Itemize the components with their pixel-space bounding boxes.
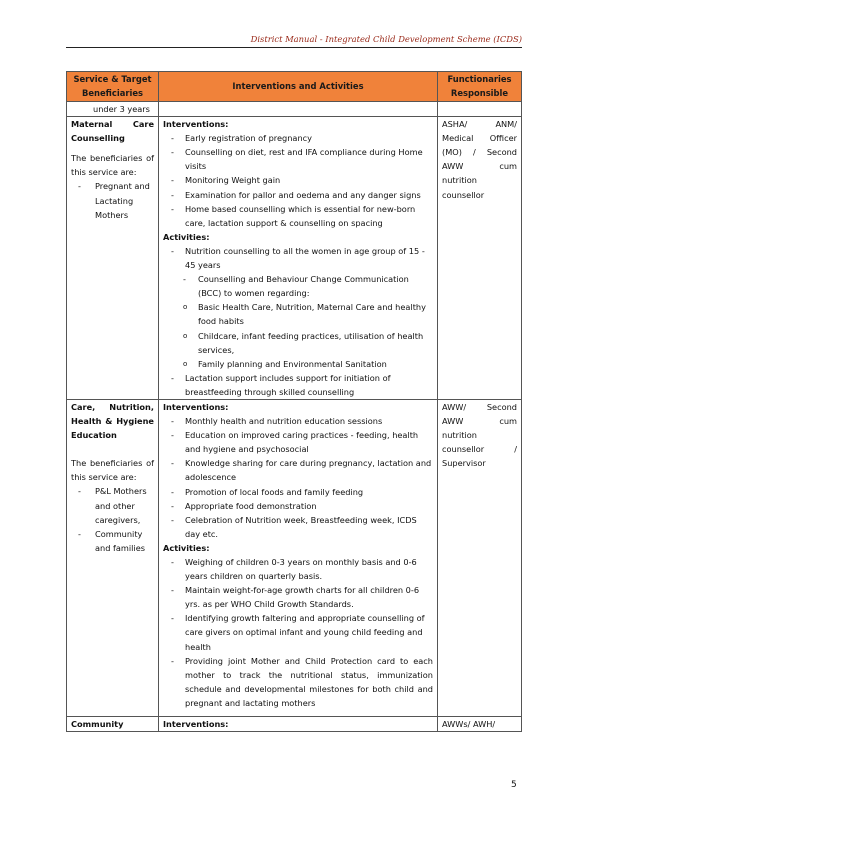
table-row: [67, 117, 522, 400]
activities-list: [163, 555, 433, 710]
list-item: o Family planning and Environmental Sanitation: [163, 357, 433, 371]
icds-services-table: [66, 71, 522, 732]
interventions-label: Interventions:: [163, 401, 229, 412]
service-cell: Community: [67, 717, 159, 732]
list-item: - Identifying growth faltering and appropriate counselling of care givers on optimal infant and young child feeding and health: [163, 611, 433, 653]
beneficiaries-intro: The beneficiaries of this service are:: [71, 458, 154, 483]
list-item: o Childcare, infant feeding practices, utilisation of health services,: [163, 329, 433, 357]
list-item: - Maintain weight-for-age growth charts for all children 0-6 yrs. as per WHO Child Growth Standards.: [163, 583, 433, 611]
interventions-cell: [159, 117, 438, 400]
header-service: Service & Target Beneficiaries: [67, 72, 159, 102]
list-item: - Knowledge sharing for care during pregnancy, lactation and adolescence: [163, 456, 433, 484]
list-item: - Home based counselling which is essential for new-born care, lactation support & counselling on spacing: [163, 202, 433, 230]
list-item: - Appropriate food demonstration: [163, 499, 433, 513]
interventions-cell: [159, 399, 438, 716]
table-row: [67, 102, 522, 117]
table-header-row: [67, 72, 522, 102]
list-item: - Providing joint Mother and Child Protection card to each mother to track the nutritional status, immunization schedule and developmental milestones for both child and pregnant and lactating mothers: [163, 654, 433, 710]
list-item: - Community and families: [71, 527, 154, 555]
list-item: - Education on improved caring practices - feeding, health and hygiene and psychosocial: [163, 428, 433, 456]
table-row: [67, 399, 522, 716]
list-item: - Promotion of local foods and family feeding: [163, 485, 433, 499]
continuation-cell: under 3 years: [67, 102, 159, 117]
functionaries-cell: ASHA/ ANM/ Medical Officer (MO) / Second AWW cum nutrition counsellor: [438, 117, 522, 400]
list-item: - Nutrition counselling to all the women in age group of 15 - 45 years: [163, 244, 433, 272]
list-item: - Monthly health and nutrition education sessions: [163, 414, 433, 428]
page-number: 5: [511, 780, 517, 790]
activities-label: Activities:: [163, 231, 210, 242]
list-item: - Counselling and Behaviour Change Communication (BCC) to women regarding:: [163, 272, 433, 300]
service-cell: [67, 117, 159, 400]
list-item: - Monitoring Weight gain: [163, 173, 433, 187]
beneficiaries-intro: The beneficiaries of this service are:: [71, 153, 154, 178]
running-header: District Manual - Integrated Child Development Scheme (ICDS): [66, 34, 522, 48]
interventions-list: [163, 131, 433, 230]
interventions-list: [163, 414, 433, 541]
list-item: o Basic Health Care, Nutrition, Maternal Care and healthy food habits: [163, 300, 433, 328]
service-name: Maternal Care Counselling: [71, 119, 154, 144]
interventions-label: Interventions:: [159, 717, 438, 732]
functionaries-cell: AWW/ Second AWW cum nutrition counsellor / Supervisor: [438, 399, 522, 716]
table-row: [67, 717, 522, 732]
service-name: Care, Nutrition, Health & Hygiene Education: [71, 401, 154, 441]
list-item: - Examination for pallor and oedema and any danger signs: [163, 188, 433, 202]
service-cell: [67, 399, 159, 716]
interventions-label: Interventions:: [163, 119, 229, 130]
beneficiaries-list: [71, 179, 154, 221]
functionaries-cell: AWWs/ AWH/: [438, 717, 522, 732]
beneficiaries-list: [71, 484, 154, 554]
header-functionaries: Functionaries Responsible: [438, 72, 522, 102]
list-item: - Counselling on diet, rest and IFA compliance during Home visits: [163, 145, 433, 173]
list-item: - P&L Mothers and other caregivers,: [71, 484, 154, 526]
list-item: - Early registration of pregnancy: [163, 131, 433, 145]
activities-label: Activities:: [163, 542, 210, 553]
list-item: - Celebration of Nutrition week, Breastfeeding week, ICDS day etc.: [163, 513, 433, 541]
list-item: - Lactation support includes support for initiation of breastfeeding through skilled counselling: [163, 371, 433, 399]
activities-list: [163, 244, 433, 399]
list-item: - Pregnant and Lactating Mothers: [71, 179, 154, 221]
list-item: - Weighing of children 0-3 years on monthly basis and 0-6 years children on quarterly basis.: [163, 555, 433, 583]
header-interventions: Interventions and Activities: [159, 72, 438, 102]
